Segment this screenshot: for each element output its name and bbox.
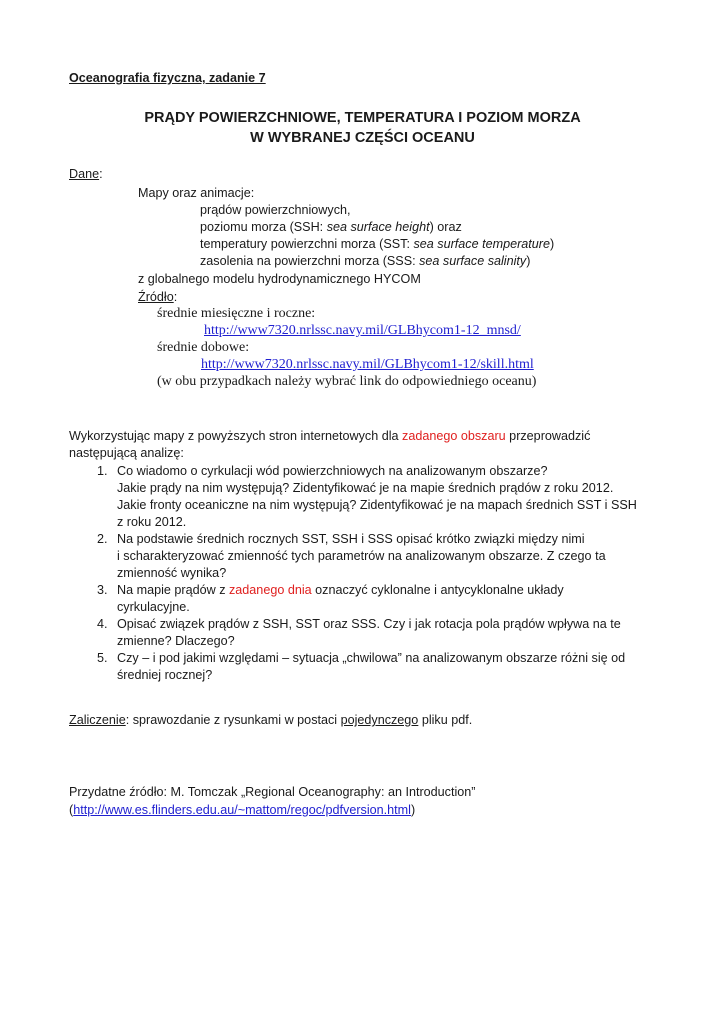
task-intro-line2: następującą analizę: — [69, 446, 184, 460]
source-heading: Źródło: — [138, 290, 178, 304]
zaliczenie-line: Zaliczenie: sprawozdanie z rysunkami w postaci pojedynczego pliku pdf. — [69, 713, 473, 727]
reference-link-line: (http://www.es.flinders.edu.au/~mattom/regoc/pdfversion.html) — [69, 803, 416, 817]
reference-link[interactable]: http://www.es.flinders.edu.au/~mattom/regoc/pdfversion.html — [73, 803, 411, 817]
ocean-note: (w obu przypadkach należy wybrać link do odpowiedniego oceanu) — [157, 374, 537, 389]
reference-text: Przydatne źródło: M. Tomczak „Regional Oceanography: an Introduction” — [69, 785, 476, 799]
source-label: Źródło — [138, 290, 174, 304]
zaliczenie-label: Zaliczenie — [69, 713, 126, 727]
list-item: 4. Opisać związek prądów z SSH, SST oraz SSS. Czy i jak rotacja pola prądów wpływa na te zmienne? Dlaczego? — [97, 617, 621, 648]
page-title-line1: PRĄDY POWIERZCHNIOWE, TEMPERATURA I POZIOM MORZA — [144, 110, 581, 126]
dane-heading — [69, 166, 103, 183]
dane-item: poziomu morza (SSH: sea surface height) oraz — [200, 220, 462, 234]
monthly-label: średnie miesięczne i roczne: — [157, 306, 316, 321]
zadany-obszar-highlight: zadanego obszaru — [402, 429, 506, 443]
list-item: 3. Na mapie prądów z zadanego dnia oznaczyć cyklonalne i antycyklonalne układy cyrkulacyjne. — [97, 583, 564, 614]
list-item: 1. Co wiadomo o cyrkulacji wód powierzchniowych na analizowanym obszarze? Jakie prądy na nim występują? Zidentyfikować je na mapie średnich prądów z roku 2012. Jakie fronty oceaniczne na nim występują? Zidentyfikować je na mapach średnich SST i SSH z roku 2012. — [97, 464, 637, 529]
page-title-line2: W WYBRANEJ CZĘŚCI OCEANU — [250, 130, 475, 146]
task-intro: Wykorzystując mapy z powyższych stron internetowych dla zadanego obszaru przeprowadzić — [69, 429, 591, 443]
list-item: 5. Czy – i pod jakimi względami – sytuacja „chwilowa” na analizowanym obszarze różni się od średniej rocznej? — [97, 651, 626, 682]
dane-intro: Mapy oraz animacje: — [138, 186, 255, 200]
dane-label: Dane — [69, 167, 100, 181]
daily-link[interactable]: http://www7320.nrlssc.navy.mil/GLBhycom1-12/skill.html — [201, 357, 534, 372]
monthly-link[interactable]: http://www7320.nrlssc.navy.mil/GLBhycom1-12_mnsd/ — [204, 323, 521, 338]
zadany-dzien-highlight: zadanego dnia — [229, 583, 312, 597]
course-heading: Oceanografia fizyczna, zadanie 7 — [69, 71, 266, 85]
task-list — [69, 463, 689, 684]
dane-item: prądów powierzchniowych, — [200, 203, 351, 217]
daily-label: średnie dobowe: — [157, 340, 250, 355]
dane-colon: : — [99, 167, 103, 181]
dane-item: temperatury powierzchni morza (SST: sea surface temperature) — [200, 237, 555, 251]
list-item: 2. Na podstawie średnich rocznych SST, SSH i SSS opisać krótko związki między nimi i scharakteryzować zmienność tych parametrów na analizowanym obszarze. Z czego ta zmienność wynika? — [97, 532, 606, 580]
dane-item: zasolenia na powierzchni morza (SSS: sea surface salinity) — [200, 254, 531, 268]
model-text: z globalnego modelu hydrodynamicznego HYCOM — [138, 272, 421, 286]
